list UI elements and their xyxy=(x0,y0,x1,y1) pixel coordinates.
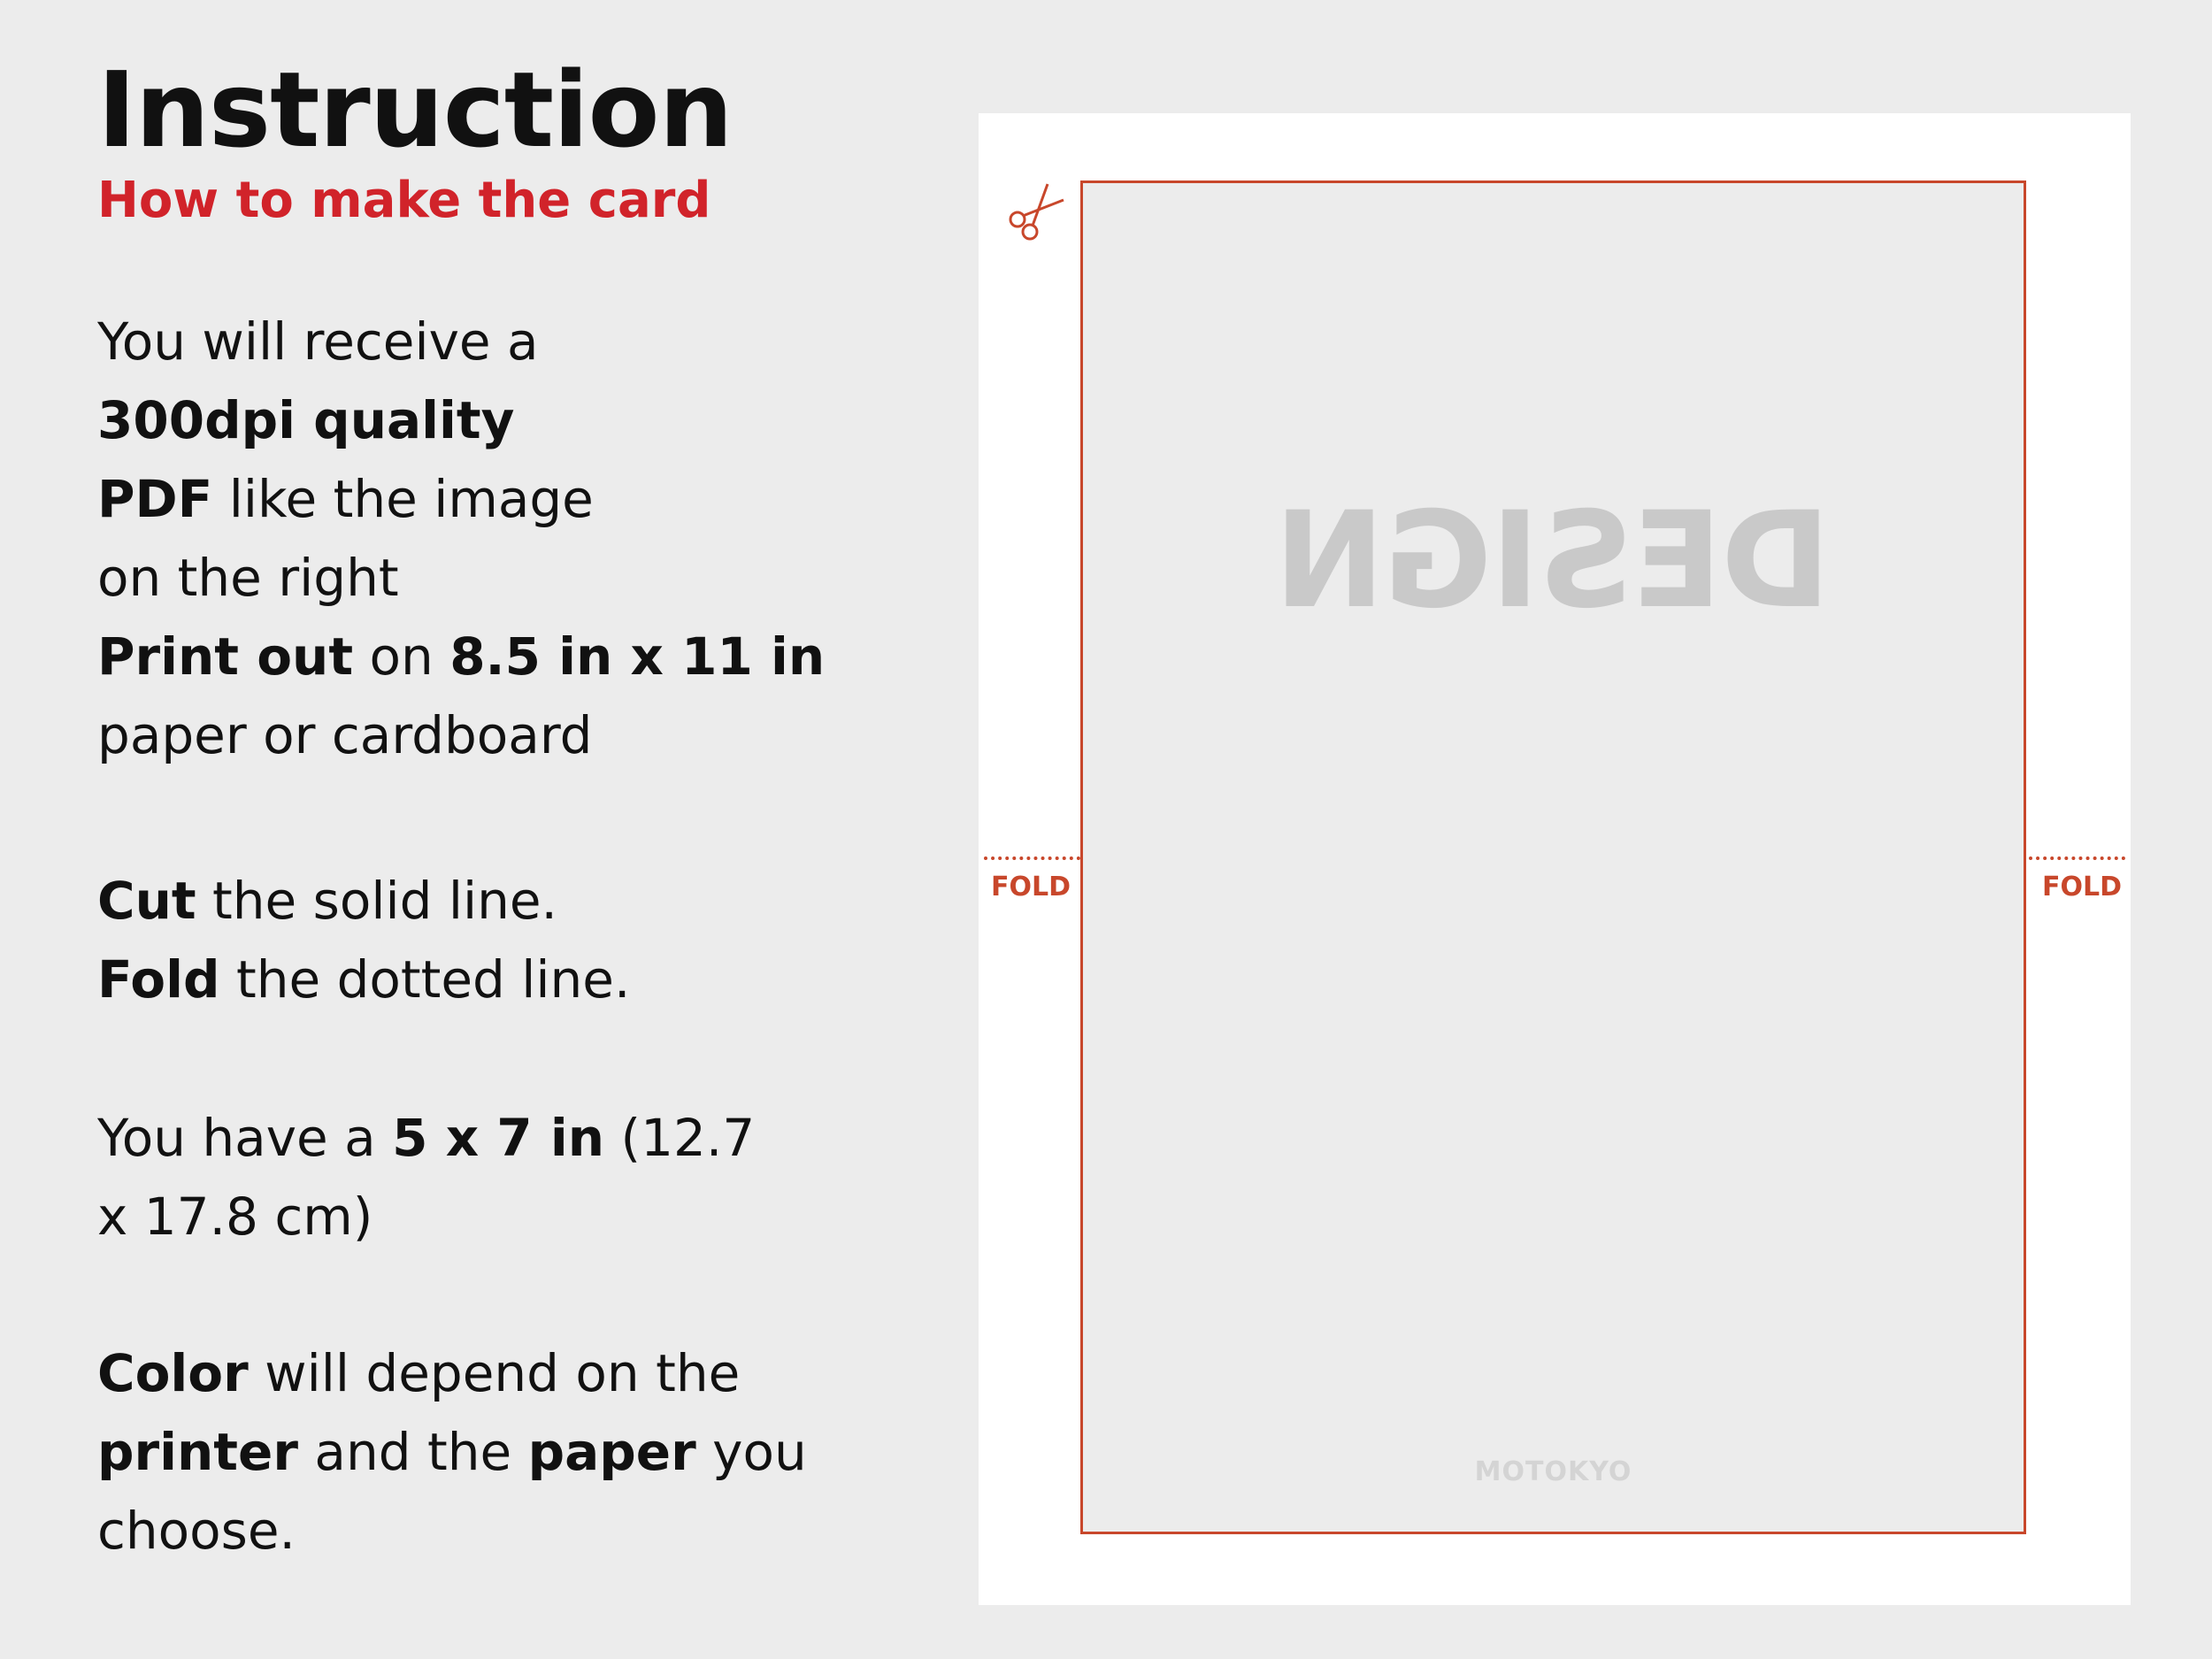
instruction-size: You have a 5 x 7 in (12.7 x 17.8 cm) xyxy=(97,1108,756,1247)
instruction-receive: You will receive a 300dpi quality PDF like the image on the right xyxy=(97,311,594,608)
brand-watermark: MOTOKYO xyxy=(1474,1456,1632,1487)
instructions-panel xyxy=(97,49,894,1561)
print-sheet-preview xyxy=(979,113,2131,1605)
fold-line-right xyxy=(2029,856,2125,860)
scissors-icon xyxy=(1005,180,1067,244)
fold-label-right: FOLD xyxy=(2042,872,2123,902)
instruction-cut-fold: Cut the solid line. Fold the dotted line. xyxy=(97,871,631,1010)
card-cut-area xyxy=(1080,180,2026,1534)
fold-line-left xyxy=(984,856,1080,860)
design-placeholder-text: DESIGN xyxy=(1275,484,1832,638)
fold-label-left: FOLD xyxy=(991,872,1071,902)
page-title: Instruction xyxy=(97,49,733,171)
instruction-print: Print out on 8.5 in x 11 in paper or cardboard xyxy=(97,626,826,765)
page-subtitle: How to make the card xyxy=(97,171,711,229)
instruction-color: Color will depend on the printer and the paper you choose. xyxy=(97,1343,807,1561)
